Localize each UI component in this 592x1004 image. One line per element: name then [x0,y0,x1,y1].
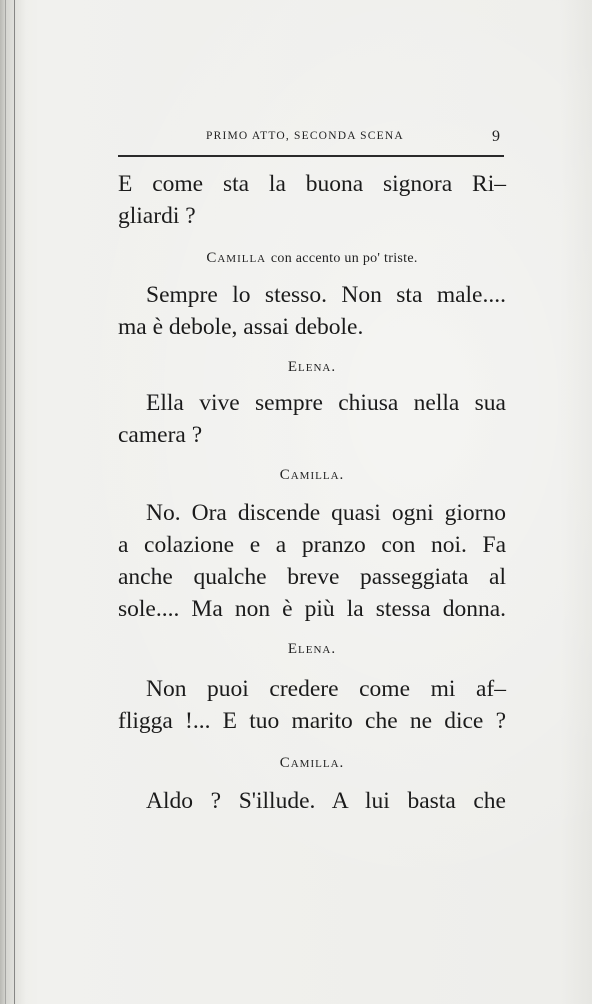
text-line: Sempre lo stesso. Non sta male.... [146,282,506,308]
speaker-name: Elena. [287,641,337,657]
page-body [118,168,506,817]
speaker-name: Camilla [206,250,267,266]
text-line: sole.... Ma non è più la stessa donna. [118,596,506,622]
text-line: Aldo ? S'illude. A lui basta che [146,788,506,814]
header-rule [118,155,504,157]
text-line: gliardi ? [118,203,196,229]
page-binding-shadow [0,0,26,1004]
stage-direction: con accento un po' triste. [270,251,418,266]
text-line: E come sta la buona signora Ri– [118,171,506,197]
binding-edge-line [14,0,15,1004]
text-line: Non puoi credere come mi af– [146,676,506,702]
text-line: anche qualche breve passeggiata al [118,564,506,590]
speaker-heading [118,248,506,269]
text-line: fligga !... E tuo marito che ne dice ? [118,708,506,734]
speaker-heading [118,753,506,773]
text-line: ma è debole, assai debole. [118,314,364,340]
speaker-heading [118,639,506,659]
text-line: camera ? [118,422,203,448]
page-header [118,128,504,152]
speaker-name: Elena. [287,359,337,375]
text-line: Ella vive sempre chiusa nella sua [146,390,506,416]
speaker-name: Camilla. [279,467,345,483]
speaker-heading [118,465,506,485]
page-number: 9 [492,128,500,145]
binding-outer-line [5,0,6,1004]
speaker-name: Camilla. [279,755,345,771]
running-title: PRIMO ATTO, SECONDA SCENA [206,130,404,142]
text-line: a colazione e a pranzo con noi. Fa [118,532,506,558]
text-line: No. Ora discende quasi ogni giorno [146,500,506,526]
speaker-heading [118,357,506,377]
